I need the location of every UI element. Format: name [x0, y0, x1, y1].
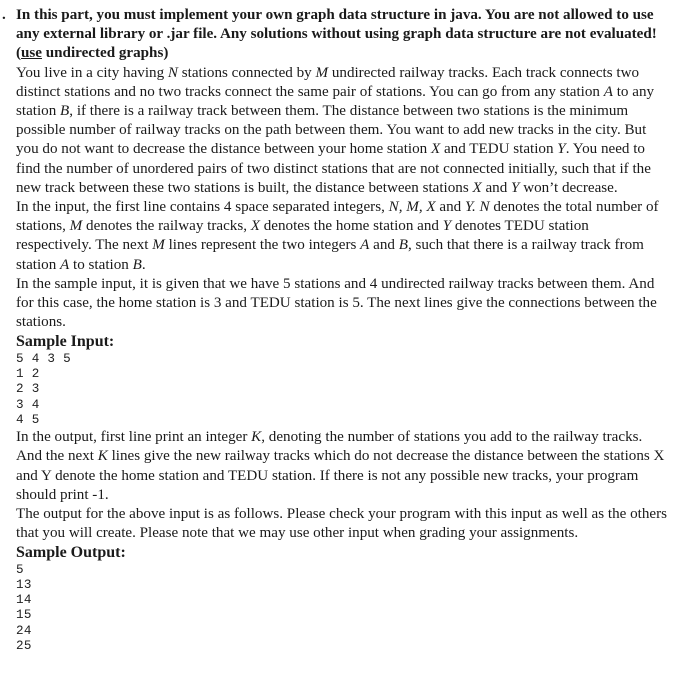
var-a: A [603, 83, 613, 100]
sample-input-block [16, 352, 668, 428]
text-run: denotes the home station and [259, 218, 443, 235]
text-run: denotes TEDU station respectively. The next [16, 218, 589, 254]
code-line: 13 [16, 577, 32, 592]
var-n: N [479, 199, 490, 216]
var-b: B [132, 256, 142, 273]
var-m: M [315, 64, 329, 81]
sample-explanation-paragraph: In the sample input, it is given that we have 5 stations and 4 undirected railway tracks between them. And for this case, the home station is 3 and TEDU station is 5. The next lines give the connections between the stations. [16, 275, 657, 331]
code-line: 4 5 [16, 412, 40, 427]
output-format-paragraph [16, 428, 668, 505]
var-y: Y [511, 179, 520, 196]
intro-underlined-word: use [21, 45, 42, 62]
var-x: X [430, 141, 441, 158]
var-k: K [97, 448, 108, 465]
var-m: M [69, 218, 83, 235]
text-run: . [141, 256, 146, 273]
grading-note-paragraph: The output for the above input is as follows. Please check your program with this input as well as the others that you will create. Please note that we may use other input when grading your assignments. [16, 505, 667, 542]
input-format-paragraph [16, 198, 668, 275]
text-run: and [481, 179, 512, 196]
text-run: to any station [16, 83, 655, 120]
sample-output-block [16, 563, 668, 655]
var-y: Y. [464, 199, 476, 216]
intro-text: In this part, you must implement your own graph data structure in java. You are not allowed to use any external library or .jar file. Any solutions without using graph data structure are not evaluated! ( [16, 7, 657, 62]
var-y: Y [557, 141, 566, 158]
var-m: M [152, 237, 165, 254]
var-y: Y [442, 218, 452, 235]
code-line: 14 [16, 593, 32, 608]
var-b: B [398, 237, 408, 254]
var-k: K [251, 429, 262, 446]
text-run: , such that there is a railway track from station [16, 237, 644, 273]
problem-statement [2, 6, 668, 654]
text-run: and [435, 199, 465, 216]
text-run: won’t decrease. [519, 179, 618, 196]
code-line: 5 [16, 562, 24, 577]
code-line: 15 [16, 608, 32, 623]
text-run: stations connected by [178, 64, 316, 81]
code-line: 2 3 [16, 382, 40, 397]
text-run: lines represent the two integers [164, 237, 361, 254]
text-run: to station [69, 256, 133, 273]
code-line: 1 2 [16, 366, 40, 381]
intro-tail: undirected graphs) [42, 45, 169, 62]
text-run: In the input, the first line contains 4 space separated integers, [16, 199, 389, 216]
description-paragraph [16, 64, 668, 198]
text-run: and [369, 237, 399, 254]
code-line: 25 [16, 639, 32, 654]
code-line: 24 [16, 623, 32, 638]
text-run: , if there is a railway track between them. The distance between two stations is the minimum possible number of railway tracks on the path between them. You want to add new tracks in the city. But you do not want to decrease the distance between your home station [16, 103, 647, 158]
bullet-mark: . [2, 7, 6, 23]
text-run: In the output, first line print an integer [16, 429, 252, 446]
code-line: 5 4 3 5 [16, 351, 72, 366]
sample-input-heading: Sample Input: [16, 333, 115, 351]
intro-paragraph [2, 6, 668, 64]
code-line: 3 4 [16, 397, 40, 412]
text-run: . You need to find the number of unordered pairs of two distinct stations that are not connected initially, such that if the new track between these two stations is built, the distance between stations [16, 141, 651, 196]
var-n: N [167, 64, 178, 81]
var-list: N, M, X [388, 199, 436, 216]
text-run: You live in a city having [16, 64, 168, 81]
text-run: and TEDU station [440, 141, 558, 158]
text-run: lines give the new railway tracks which do not decrease the distance between the stations X and Y denote the home station and TEDU station. If there is not any possible new tracks, your program should print -1. [16, 448, 665, 503]
text-run: , denoting the number of stations you add to the railway tracks. And the next [16, 429, 643, 465]
sample-output-heading: Sample Output: [16, 544, 126, 562]
text-run: denotes the total number of stations, [16, 199, 659, 235]
text-run: denotes the railway tracks, [82, 218, 251, 235]
text-run: undirected railway tracks. Each track connects two distinct stations and no two tracks connect the same pair of stations. You can go from any station [16, 64, 640, 100]
var-a: A [60, 256, 70, 273]
var-a: A [360, 237, 370, 254]
var-x: X [250, 218, 260, 235]
var-b: B [60, 103, 70, 120]
var-x: X [472, 179, 482, 196]
